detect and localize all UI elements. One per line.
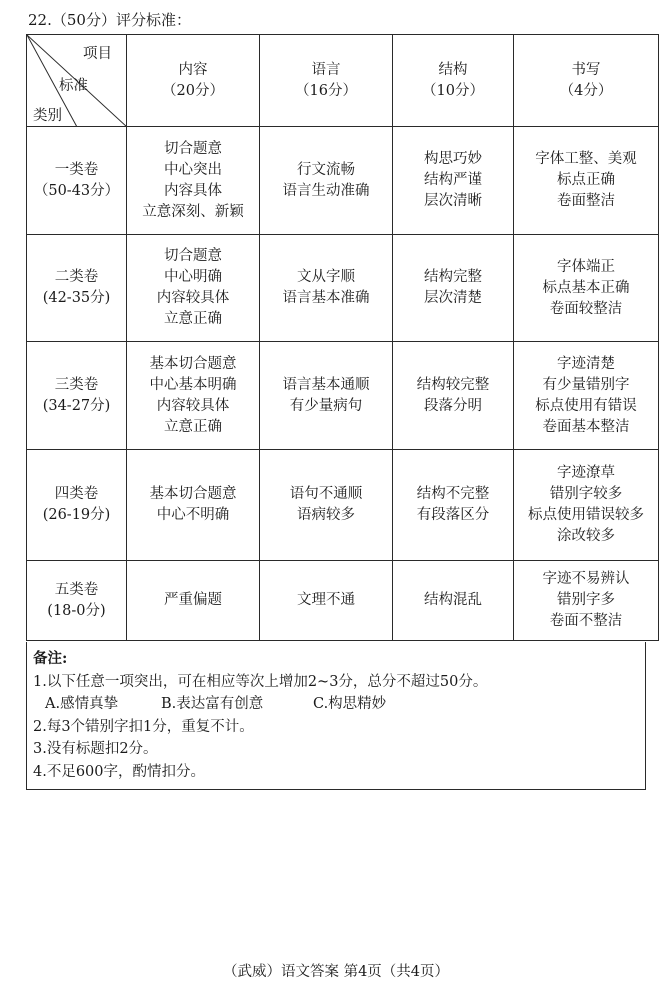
table-row [27,127,659,235]
language-cell: 文从字顺 语言基本准确 [260,235,393,342]
table-row [27,235,659,342]
writing-cell: 字迹不易辨认 错别字多 卷面不整洁 [514,561,659,641]
note-options [33,693,645,716]
grade-cell: 四类卷 (26-19分) [27,450,127,561]
structure-cell: 结构混乱 [393,561,514,641]
content-cell: 切合题意 中心明确 内容较具体 立意正确 [127,235,260,342]
notes-box [26,642,646,790]
column-header-writing: 书写 （4分） [514,35,659,127]
writing-cell: 字体工整、美观 标点正确 卷面整洁 [514,127,659,235]
content-cell: 严重偏题 [127,561,260,641]
content-cell: 基本切合题意 中心不明确 [127,450,260,561]
grade-cell: 五类卷 (18-0分) [27,561,127,641]
structure-cell: 结构完整 层次清楚 [393,235,514,342]
language-cell: 语言基本通顺 有少量病句 [260,342,393,450]
column-header-content: 内容 （20分） [127,35,260,127]
notes-title: 备注: [33,650,68,667]
content-cell: 基本切合题意 中心基本明确 内容较具体 立意正确 [127,342,260,450]
writing-cell: 字迹潦草 错别字较多 标点使用错误较多 涂改较多 [514,450,659,561]
note-item-2: 2.每3个错别字扣1分，重复不计。 [33,718,254,735]
corner-label-standard: 标准 [59,78,88,94]
language-cell: 文理不通 [260,561,393,641]
table-row [27,342,659,450]
column-header-structure: 结构 （10分） [393,35,514,127]
structure-cell: 结构不完整 有段落区分 [393,450,514,561]
writing-cell: 字迹清楚 有少量错别字 标点使用有错误 卷面基本整洁 [514,342,659,450]
table-row [27,450,659,561]
page-footer: （武威）语文答案 第4页（共4页） [222,964,450,980]
corner-label-item: 项目 [83,46,112,62]
header-row [27,35,659,127]
option-b: B.表达富有创意 [161,696,264,712]
language-cell: 行文流畅 语言生动准确 [260,127,393,235]
grade-cell: 二类卷 (42-35分) [27,235,127,342]
language-cell: 语句不通顺 语病较多 [260,450,393,561]
writing-cell: 字体端正 标点基本正确 卷面较整洁 [514,235,659,342]
structure-cell: 结构较完整 段落分明 [393,342,514,450]
option-a: A.感情真挚 [45,696,119,712]
table-row [27,561,659,641]
option-c: C.构思精妙 [313,696,387,712]
corner-label-category: 类别 [33,108,62,124]
corner-cell [27,35,127,127]
note-item-1: 1.以下任意一项突出，可在相应等次上增加2~3分，总分不超过50分。 [33,673,488,690]
grade-cell: 三类卷 (34-27分) [27,342,127,450]
note-item-3: 3.没有标题扣2分。 [33,741,158,757]
structure-cell: 构思巧妙 结构严谨 层次清晰 [393,127,514,235]
column-header-language: 语言 （16分） [260,35,393,127]
content-cell: 切合题意 中心突出 内容具体 立意深刻、新颖 [127,127,260,235]
note-item-4: 4.不足600字，酌情扣分。 [33,763,206,780]
question-heading: 22.（50分）评分标准： [28,11,191,29]
grade-cell: 一类卷 （50-43分） [27,127,127,235]
scoring-table [26,34,659,641]
